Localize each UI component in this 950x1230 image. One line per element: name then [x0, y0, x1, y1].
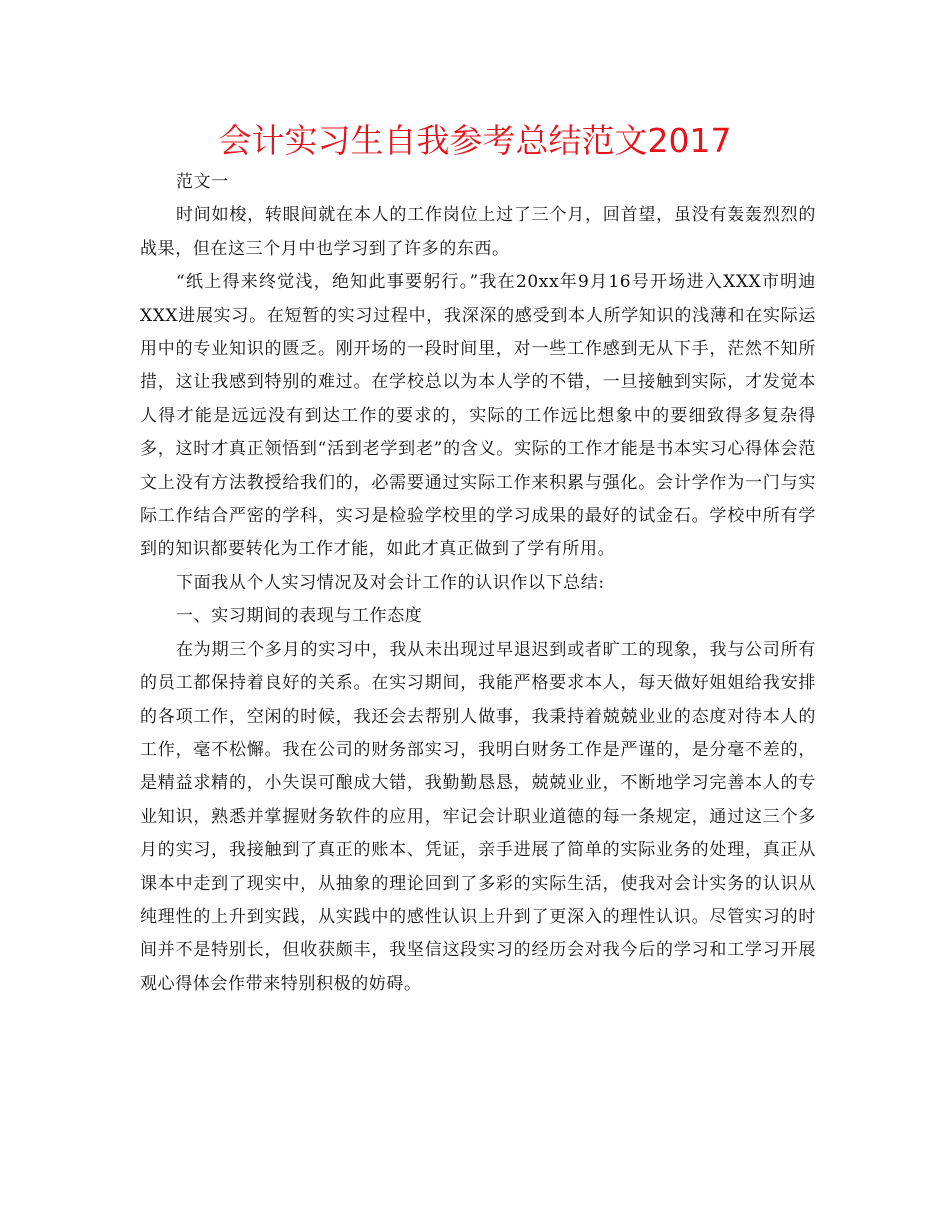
paragraph-summary-lead: 下面我从个人实习情况及对会计工作的认识作以下总结:: [176, 572, 605, 593]
paragraph-intro: 时间如梭，转眼间就在本人的工作岗位上过了三个月，回首望，虽没有轰轰烈烈的战果，但在这三个月中也学习到了许多的东西。: [140, 205, 816, 259]
paragraph-section-heading-one: 一、实习期间的表现与工作态度: [176, 606, 423, 627]
document-title: 会计实习生自我参考总结范文2017: [218, 121, 732, 160]
paragraph-internship-experience: “纸上得来终觉浅，绝知此事要躬行。”我在20xx年9月16号开场进入XXX市明迪XXX进展实习。在短暂的实习过程中，我深深的感受到本人所学知识的浅薄和在实际运用中的专业知识的匮乏。刚开场的一段时间里，对一些工作感到无从下手，茫然不知所措，这让我感到特别的难过。在学校总以为本人学的不错，一旦接触到实际，才发觉本人得才能是远远没有到达工作的要求的，实际的工作远比想象中的要细致得多复杂得多，这时才真正领悟到“活到老学到老”的含义。实际的工作才能是书本实习心得体会范文上没有方法教授给我们的，必需要通过实际工作来积累与强化。会计学作为一门与实际工作结合严密的学科，实习是检验学校里的学习成果的最好的试金石。学校中所有学到的知识都要转化为工作才能，如此才真正做到了学有所用。: [140, 272, 816, 560]
document-body: [140, 166, 816, 1001]
paragraph-work-attitude: 在为期三个多月的实习中，我从未出现过早退迟到或者旷工的现象，我与公司所有的员工都保持着良好的关系。在实习期间，我能严格要求本人，每天做好姐姐给我安排的各项工作，空闲的时候，我还会去帮别人做事，我秉持着兢兢业业的态度对待本人的工作，毫不松懈。我在公司的财务部实习，我明白财务工作是严谨的，是分毫不差的，是精益求精的，小失误可酿成大错，我勤勤恳恳，兢兢业业，不断地学习完善本人的专业知识，熟悉并掌握财务软件的应用，牢记会计职业道德的每一条规定，通过这三个多月的实习，我接触到了真正的账本、凭证，亲手进展了简单的实际业务的处理，真正从课本中走到了现实中，从抽象的理论回到了多彩的实际生活，使我对会计实务的认识从纯理性的上升到实践，从实践中的感性认识上升到了更深入的理性认识。尽管实习的时间并不是特别长，但收获颇丰，我坚信这段实习的经历会对我今后的学习和工学习开展观心得体会作带来特别积极的妨碍。: [140, 639, 816, 994]
paragraph-heading-sample-one: 范文一: [176, 172, 229, 192]
